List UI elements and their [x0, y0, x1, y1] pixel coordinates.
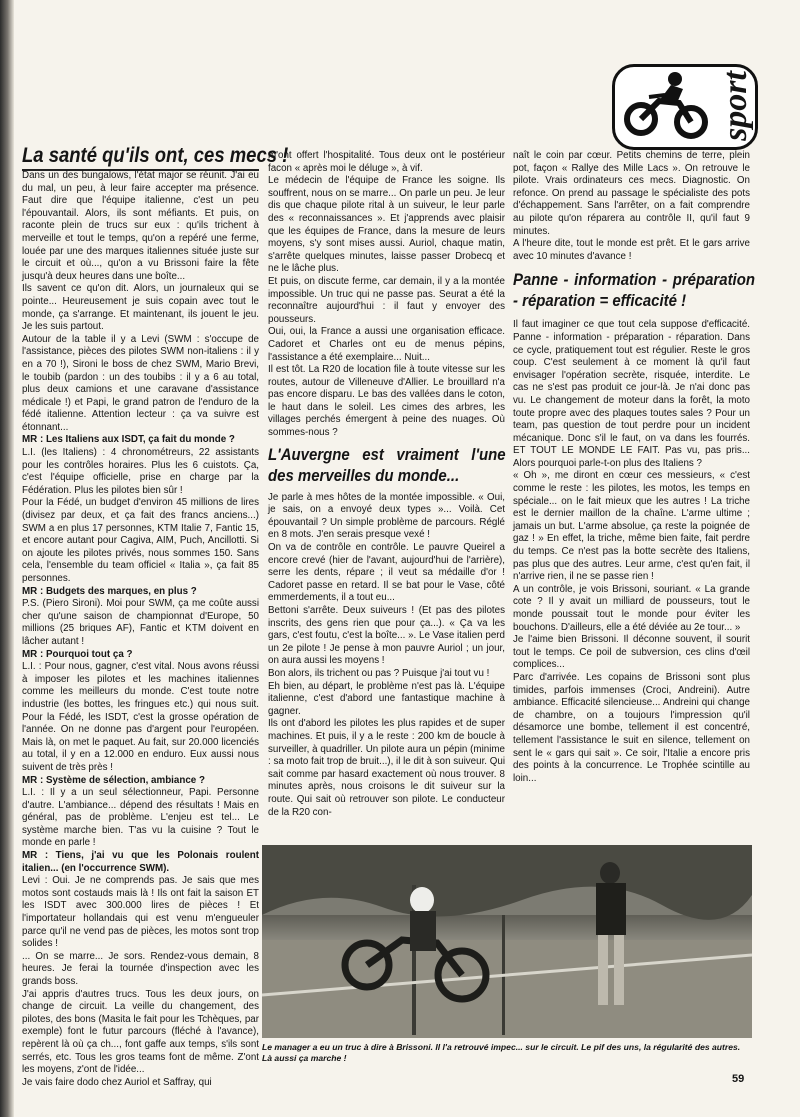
interview-answer: Pour la Fédé, un budget d'environ 45 millions de lires (divisez par deux, et ça fait des francs anciens...) SWM a en plus 17 personnes, KTM Italie 7, Fantic 15, et encore autant pour Cagiva, AIM, Puch, Ancillotti. Si on ajoute les pilotes privés, nous sommes 150. Sans cela, l'ensemble du team officiel « Italia », ça fait 85 personnes. — [22, 497, 259, 584]
paragraph: Dans un des bungalows, l'état major se réunit. J'ai eu du mal, un peu, à leur faire accepter ma présence. Faut dire que l'équipe italienne, c'est un peu l'épouvantail. Alors, ils sont méfiants. Et puis, on raconte plein de trucs sur eux : qu'ils trichent à merveille et tout le temps, qu'on a repéré une ferme, louée par une des marques italiennes située juste sur le circuit et où..., qu'on a vu Brissoni faire la fête jusqu'à deux heures dans une boîte... — [22, 170, 259, 282]
column-1 — [22, 170, 259, 1088]
paragraph: Bon alors, ils trichent ou pas ? Puisque j'ai tout vu ! — [268, 667, 490, 679]
paragraph: naît le coin par cœur. Petits chemins de terre, plein pot, façon « Rallye des Mille Lacs ». On retrouve le pilote. Vrais ordinateurs ces mecs. Diagnostic. On refonce. On prend au passage le spécialiste des pots d'échappement. Sans l'arrêter, on a fait comprendre au pilote qu'on réparera au contrôle II, qu'il faut 9 minutes. — [513, 150, 750, 237]
paragraph: Bettoni s'arrête. Deux suiveurs ! (Et pas des pilotes inscrits, des gens rien que pour ça...). « Ça va les gars, c'est foutu, c'est la boîte... ». Le Vase italien perd un 2e pilote ! Je pense à mon pauvre Auriol ; un jour, on aura aussi les moyens ! — [268, 605, 505, 667]
page-number: 59 — [732, 1073, 745, 1085]
paragraph: A l'heure dite, tout le monde est prêt. Et le gars arrive avec 10 minutes d'avance ! — [513, 238, 750, 262]
paragraph: A un contrôle, je vois Brissoni, souriant. « La grande cote ? Il y avait un milliard de pousseurs, tout le monde poussait tout le monde pour éviter les bouchons. D'ailleurs, elle a été déviée au 2e tour... » — [513, 583, 750, 633]
column-2 — [268, 150, 505, 840]
interview-answer: L.I. (les Italiens) : 4 chronométreurs, 22 assistants pour les contrôles horaires. Plus les 6 cuistots. Ça, c'est l'équipe officielle, prise en charge par la Fédération. Plus les pilotes bien sûr ! — [22, 447, 259, 496]
paragraph: ... On se marre... Je sors. Rendez-vous demain, 8 heures. Je ferai la tournée d'inspection avec les grands boss. — [22, 950, 259, 987]
interview-question: MR : Pourquoi tout ça ? — [22, 648, 133, 660]
sport-logo — [612, 64, 758, 150]
column-3 — [513, 150, 755, 840]
paragraph: J'ai appris d'autres trucs. Tous les deux jours, on change de circuit. La veille du changement, des pilotes, des bons (Masita le fait pour les Tchèques, par exemple) font le futur parcours (fléché à l'avance), repèrent là où ça ch..., font gaffe aux temps, s'ils sont serrés, etc. Tous les gros teams font de même. Z'ont les moyens, z'ont de l'idée... — [22, 988, 259, 1076]
interview-answer: P.S. (Piero Sironi). Moi pour SWM, ça me coûte aussi cher qu'une saison de championnat d'Europe, 50 millions (25 briques AF), Fantic et KTM doivent en lâcher autant ! — [22, 598, 259, 647]
headline-sante: La santé qu'ils ont, ces mecs ! — [22, 144, 289, 167]
interview-question: MR : Tiens, j'ai vu que les Polonais roulent italien... (en l'occurrence SWM). — [22, 850, 259, 874]
paragraph: Eh bien, au départ, le problème n'est pas là. L'équipe italienne, c'est d'abord une fantastique machine à gagner. — [268, 680, 505, 717]
interview-answer: Levi : Oui. Je ne comprends pas. Je sais que mes motos sont costauds mais là ! Ils ont fait la saison ET les ISDT avec 300.000 lires de pièces ! Et l'importateur hollandais qui est venu m'engueuler parce qu'il ne vend pas de pièces, les motos sont trop solides ! — [22, 875, 259, 950]
paragraph: Je parle à mes hôtes de la montée impossible. « Oui, je sais, on a envoyé deux types »... Voilà. Cet épouvantail ? Un simple problème de parcours. Réglé en 8 mots. J'en serais presque vexé ! — [268, 491, 505, 541]
paragraph: « Oh », me diront en cœur ces messieurs, « c'est comme le reste : les pilotes, les motos, les temps en spéciale... on le fait mieux que les autres ! La triche est le dernier maillon de la chaîne. L'arme ultime ; jamais un but. L'arme absolue, ça reste la poignée de gaz ! » En effet, la triche, même bien faite, fait perdre du temps. Ce n'est pas la botte secrète des Italiens, pas plus que des autres. Leur arme, c'est qu'en fait, il n'arrive rien, il ne se passe rien ! — [513, 470, 750, 583]
paragraph: Il faut imaginer ce que tout cela suppose d'efficacité. Panne - information - préparation - réparation. Dans ce cycle, pratiquement tout est régulier. Reste le gros coup. C'est seulement à ce moment là qu'il faut envisager l'opération secrète, risquée, interdite. Le cas ne s'est pas produit ce jour-là. Je n'ai donc pas vu. Le changement de moteur dans la forêt, la moto toute propre avec des plaques toutes sales ? Pour un team, pas question de tout perdre pour un incident mécanique. Donc s'il le faut, on va dans les fourrés. ET TOUT LE MONDE LE FAIT. Pas vu, pas pris... Alors pourquoi parle-t-on plus des Italiens ? — [513, 319, 750, 469]
paragraph: Il est tôt. La R20 de location file à toute vitesse sur les routes, autour de Villeneuve d'Allier. Le brouillard n'a pas encore disparu. Le bas des vallées dans le coton, le haut dans le soleil. Les cimes des arbres, les villages perchés émergent à peine des nuages. Où sommes-nous ? — [268, 364, 505, 439]
paragraph: Le médecin de l'équipe de France les soigne. Ils souffrent, nous on se marre... On parle un peu. Je leur dis que chaque pilote rital à un suiveur, le leur parle des « reconnaissances ». Et j'apprends avec plaisir que les équipes de France, dans la mesure de leurs moyens, s'y sont mises aussi. Auriol, chaque matin, s'arrête quelques minutes, laisse passer Drobecq et ne le lâche plus. — [268, 175, 505, 275]
photo-caption: Le manager a eu un truc à dire à Brissoni. Il l'a retrouvé impec... sur le circuit. Le pif des uns, la régularité des autres. Là aussi ça marche ! — [262, 1042, 741, 1063]
interview-question: MR : Système de sélection, ambiance ? — [22, 774, 205, 786]
photo-rider-and-manager — [262, 845, 752, 1038]
interview-question: MR : Budgets des marques, en plus ? — [22, 585, 197, 597]
interview-question: MR : Les Italiens aux ISDT, ça fait du monde ? — [22, 434, 235, 446]
photo-illustration — [262, 845, 752, 1038]
paragraph: Parc d'arrivée. Les copains de Brissoni sont plus timides, parfois immenses (Croci, Andreini). Autre ambiance. Efficacité silencieuse... Andreini qui change de chambre, on a toujours l'impression qu'il désamorce une bombe, tellement il est concentré, tellement l'assistance le suit en silence, tellement on sent le « gars qui sait ». Ce soir, l'Italie a encore pris des points à la concurrence. Le Trophée scintille au loin... — [513, 671, 750, 784]
paragraph: m'ont offert l'hospitalité. Tous deux ont le postérieur facon « après moi le déluge », à vif. — [268, 150, 505, 174]
paragraph: Et puis, on discute ferme, car demain, il y a la montée impossible. Un truc qui ne passe pas. Seurat a été la reconnaître aujourd'hui : il faut y envoyer des pousseurs. — [268, 275, 505, 325]
paragraph: Autour de la table il y a Levi (SWM : s'occupe de l'assistance, pièces des pilotes SWM non-italiens : il y en a 70 !), Sironi le boss de chez SWM, Mario Brevi, le toubib (pardon : un des toubibs : il y a 6 au total, plus deux camions et une caravane d'assistance médicale !) et Papi, le grand patron de l'enduro de la fédé italienne. Attention lecteur : ça va suivre est étonnant... — [22, 333, 259, 433]
interview-answer: L.I. : Il y a un seul sélectionneur, Papi. Personne d'autre. L'ambiance... dépend des résultats ! Mais en général, pas de problème. L'enjeu est tel... Le système marche bien. T'as vu la cuisine ? Tout le monde en parle ! — [22, 787, 259, 849]
logo-word-sport: sport — [717, 71, 754, 141]
motocross-rider-icon — [619, 67, 719, 147]
headline-panne: Panne - information - préparation - réparation = efficacité ! — [513, 270, 755, 311]
paragraph: On va de contrôle en contrôle. Le pauvre Queirel a encore crevé (hier de l'avant, aujourd'hui de l'arrière), serre les dents, répare ; il veut sa médaille d'or ! Cadoret passe en retard. Il se bat pour le Vase, côté emmerdements, il a tout eu... — [268, 542, 505, 604]
paragraph: Ils savent ce qu'on dit. Alors, un journaleux qui se pointe... Heureusement je suis copain avec tout le monde, ça s'arrange. Et maintenant, ils jouent le jeu. Je les suis partout. — [22, 283, 259, 333]
interview-answer: L.I. : Pour nous, gagner, c'est vital. Nous avons réussi à imposer les pilotes et les machines italiennes comme les meilleurs du monde. C'est toute notre industrie (les bottes, les fringues etc.) qui nous suit. Pour la Fédé, les ISDT, c'est la grosse opération de l'année. On ne donne pas d'argent pour l'européen. Mais là, on met le paquet. Au fait, sur 20.000 licenciés au total, il y en a 12.000 en enduro. Eux aussi nous suivent de très près ! — [22, 661, 259, 773]
paragraph: Ils ont d'abord les pilotes les plus rapides et de super machines. Et puis, il y a le reste : 200 km de boucle à surveiller, à quadriller. Un pilote aura un pépin (minime : sa moto fait trop de bruit...), il le dit à son suiveur. Qui sait comme par hasard exactement où nous trouver. 8 minutes après, nous croisons le dit suiveur sur la route. Qui sait où retrouver son pilote. Le conducteur de la R20 con- — [268, 718, 505, 818]
paragraph: Je vais faire dodo chez Auriol et Saffray, qui — [22, 1076, 212, 1088]
paragraph: Oui, oui, la France a aussi une organisation efficace. Cadoret et Charles ont eu de menus pépins, l'assistance a été exemplaire... Nuit... — [268, 326, 505, 363]
headline-auvergne: L'Auvergne est vraiment l'une des merveilles du monde... — [268, 444, 506, 485]
paragraph: Je l'aime bien Brissoni. Il déconne souvent, il sourit tout le temps. Ce poil de subversion, ces clins d'œil complices... — [513, 634, 750, 671]
page-binding-shadow — [0, 0, 14, 1117]
